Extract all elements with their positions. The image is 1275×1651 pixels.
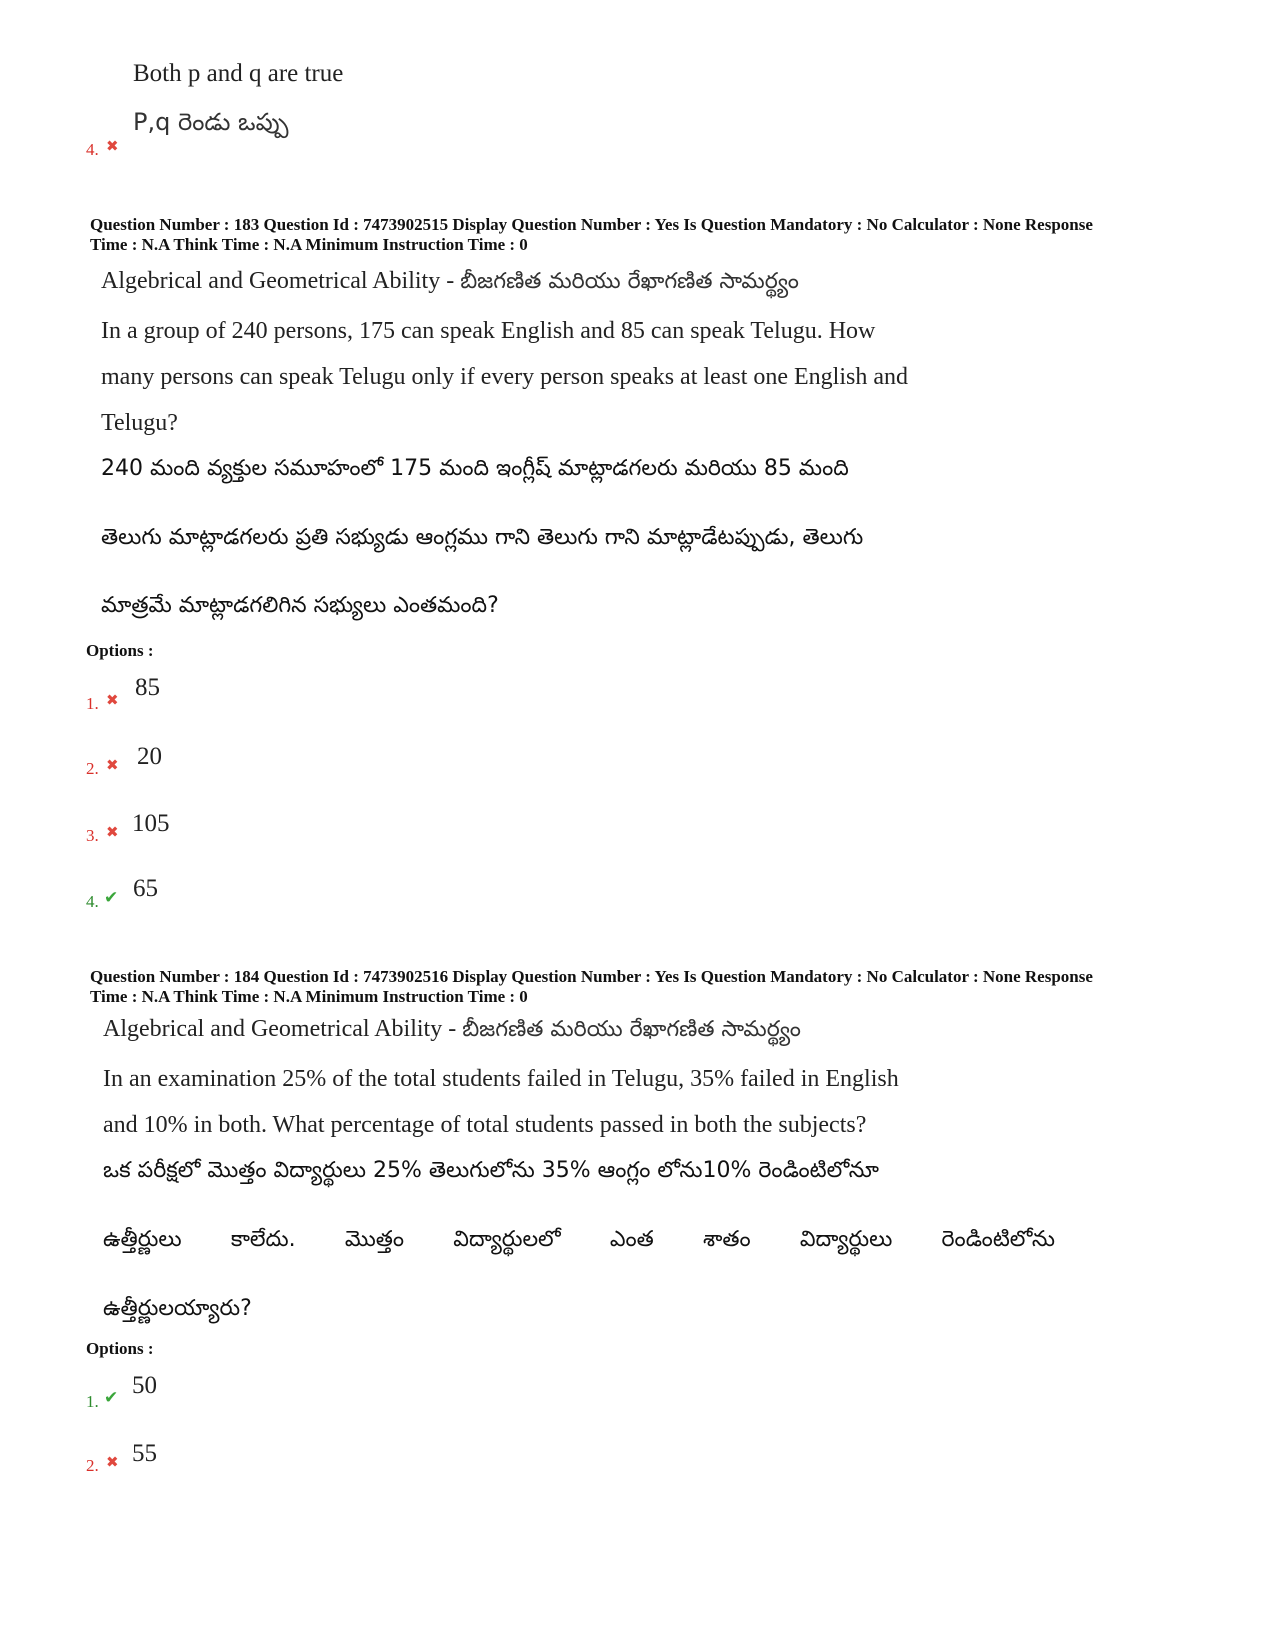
question-meta-line2: Time : N.A Think Time : N.A Minimum Instruction Time : 0 bbox=[90, 235, 528, 254]
question-text-en-2: and 10% in both. What percentage of total students passed in both the subjects? bbox=[103, 1112, 867, 1138]
category-english: Algebrical and Geometrical Ability - bbox=[103, 1016, 463, 1042]
question-text-te-3: ఉత్తీర్ణులయ్యారు? bbox=[103, 1296, 252, 1321]
question-meta-line2: Time : N.A Think Time : N.A Minimum Instruction Time : 0 bbox=[90, 987, 528, 1006]
word: విద్యార్థులు bbox=[799, 1227, 893, 1252]
category-telugu: బీజగణిత మరియు రేఖాగణిత సామర్థ్యం bbox=[460, 269, 799, 294]
cross-icon: ✖ bbox=[106, 823, 119, 841]
option-number: 3. bbox=[86, 826, 99, 845]
category-telugu: బీజగణిత మరియు రేఖాగణిత సామర్థ్యం bbox=[462, 1017, 801, 1042]
category-english: Algebrical and Geometrical Ability - bbox=[101, 268, 461, 294]
question-category bbox=[101, 268, 799, 299]
question-text-en-1: In a group of 240 persons, 175 can speak English and 85 can speak Telugu. How bbox=[101, 318, 876, 344]
cross-icon: ✖ bbox=[106, 1453, 119, 1471]
question-text-en-1: In an examination 25% of the total students failed in Telugu, 35% failed in English bbox=[103, 1066, 899, 1092]
option-value: 50 bbox=[132, 1372, 157, 1399]
option-value: 55 bbox=[132, 1440, 157, 1467]
word: శాతం bbox=[702, 1227, 751, 1252]
option-value: 85 bbox=[135, 674, 160, 701]
option-number: 4. bbox=[86, 892, 99, 911]
word: ఎంత bbox=[609, 1227, 654, 1252]
option-number: 1. bbox=[86, 1392, 99, 1411]
cross-icon: ✖ bbox=[106, 137, 119, 155]
option-number: 1. bbox=[86, 694, 99, 713]
check-icon: ✔ bbox=[104, 1388, 119, 1408]
question-meta-line1: Question Number : 184 Question Id : 7473902516 Display Question Number : Yes Is Question Mandatory : No Calculator : None Response bbox=[90, 967, 1093, 986]
question-text-en-2: many persons can speak Telugu only if every person speaks at least one English and bbox=[101, 364, 908, 390]
question-text-te-2: తెలుగు మాట్లాడగలరు ప్రతి సభ్యుడు ఆంగ్లము గాని తెలుగు గాని మాట్లాడేటప్పుడు, తెలుగు bbox=[101, 525, 864, 550]
word: విద్యార్థులలో bbox=[453, 1227, 561, 1252]
check-icon: ✔ bbox=[104, 888, 119, 908]
option-number: 2. bbox=[86, 1456, 99, 1475]
option-value: 105 bbox=[132, 810, 170, 837]
question-text-te-2 bbox=[103, 1227, 1055, 1257]
question-text-te-1: 240 మంది వ్యక్తుల సమూహంలో 175 మంది ఇంగ్లీష్ మాట్లాడగలరు మరియు 85 మంది bbox=[101, 456, 849, 481]
word: మొత్తం bbox=[344, 1227, 404, 1252]
cross-icon: ✖ bbox=[106, 756, 119, 774]
word: ఉత్తీర్ణులు bbox=[103, 1227, 182, 1252]
options-label: Options : bbox=[86, 1339, 154, 1358]
word: కాలేదు. bbox=[230, 1227, 296, 1252]
option-value: 65 bbox=[133, 875, 158, 902]
option-value: 20 bbox=[137, 743, 162, 770]
prev-option-4-line1: Both p and q are true bbox=[133, 60, 344, 87]
option-number: 2. bbox=[86, 759, 99, 778]
question-meta bbox=[90, 967, 1200, 1007]
option-number: 4. bbox=[86, 140, 99, 159]
question-text-te-3: మాత్రమే మాట్లాడగలిగిన సభ్యులు ఎంతమంది? bbox=[101, 593, 499, 618]
cross-icon: ✖ bbox=[106, 691, 119, 709]
question-text-en-3: Telugu? bbox=[101, 410, 178, 436]
word: రెండింటిలోను bbox=[941, 1227, 1055, 1252]
question-text-te-1: ఒక పరీక్షలో మొత్తం విద్యార్థులు 25% తెలుగులోను 35% ఆంగ్లం లోను10% రెండింటిలోనూ bbox=[103, 1158, 879, 1183]
question-category bbox=[103, 1016, 801, 1047]
question-meta bbox=[90, 215, 1200, 255]
options-label: Options : bbox=[86, 641, 154, 660]
question-meta-line1: Question Number : 183 Question Id : 7473902515 Display Question Number : Yes Is Question Mandatory : No Calculator : None Response bbox=[90, 215, 1093, 234]
prev-option-4-line2: P,q రెండు ఒప్పు bbox=[133, 108, 289, 136]
